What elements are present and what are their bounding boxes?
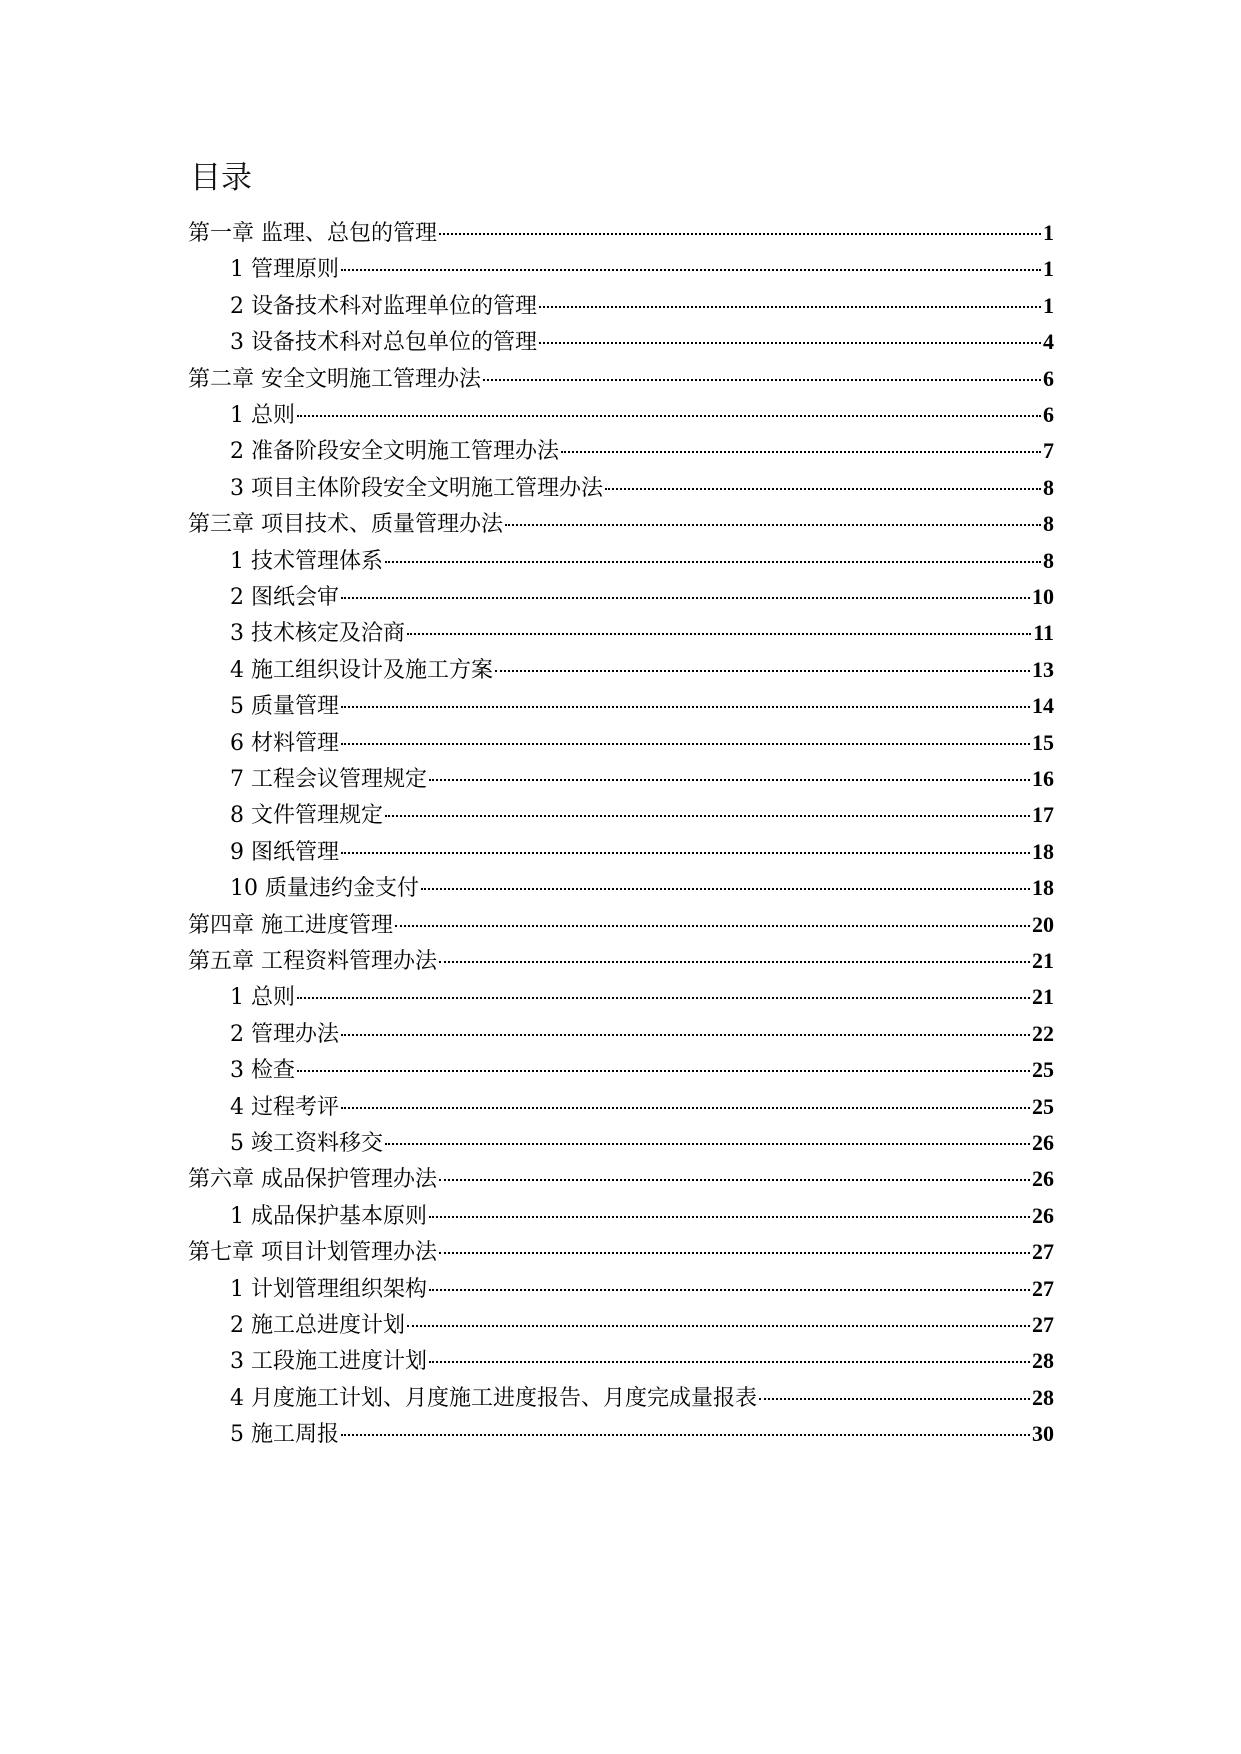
dot-leader (439, 1179, 1030, 1181)
toc-section-entry[interactable] (230, 1271, 1054, 1307)
toc-entry-page-number: 26 (1032, 1130, 1054, 1155)
dot-leader (341, 743, 1030, 745)
dot-leader (429, 779, 1030, 781)
dot-leader (341, 269, 1041, 271)
dot-leader (297, 415, 1041, 417)
dot-leader (483, 379, 1041, 381)
dot-leader (539, 306, 1041, 308)
toc-section-entry[interactable] (230, 1416, 1054, 1452)
toc-entry-label: 第二章 安全文明施工管理办法 (188, 366, 481, 392)
toc-entry-page-number: 28 (1032, 1384, 1054, 1410)
toc-section-entry[interactable] (230, 688, 1054, 724)
toc-section-entry[interactable] (230, 324, 1054, 360)
toc-entry-page-number: 7 (1043, 438, 1054, 464)
toc-chapter-entry[interactable] (188, 1234, 1054, 1270)
toc-entry-label: 第三章 项目技术、质量管理办法 (188, 512, 503, 538)
toc-section-entry[interactable] (230, 1016, 1054, 1052)
dot-leader (395, 925, 1030, 927)
toc-entry-page-number: 11 (1033, 620, 1054, 646)
toc-entry-page-number: 1 (1043, 292, 1054, 318)
toc-entry-page-number: 25 (1032, 1057, 1054, 1083)
toc-section-entry[interactable] (230, 470, 1054, 506)
toc-entry-page-number: 14 (1032, 693, 1054, 719)
toc-entry-label: 4 过程考评 (230, 1094, 339, 1120)
toc-entry-label: 1 计划管理组织架构 (230, 1276, 427, 1302)
toc-chapter-entry[interactable] (188, 215, 1054, 251)
toc-entry-page-number: 26 (1032, 1166, 1054, 1192)
dot-leader (341, 1434, 1030, 1436)
toc-entry-page-number: 6 (1043, 402, 1054, 427)
toc-section-entry[interactable] (230, 1307, 1054, 1343)
toc-entry-page-number: 21 (1032, 984, 1054, 1010)
toc-entry-page-number: 15 (1032, 729, 1054, 755)
dot-leader (341, 1034, 1030, 1036)
toc-entry-label: 8 文件管理规定 (230, 803, 383, 829)
toc-entry-page-number: 27 (1032, 1312, 1054, 1337)
toc-entry-label: 第七章 项目计划管理办法 (188, 1240, 437, 1266)
toc-entry-label: 2 设备技术科对监理单位的管理 (230, 293, 537, 319)
toc-section-entry[interactable] (230, 1125, 1054, 1161)
dot-leader (429, 1361, 1030, 1363)
toc-entry-page-number: 8 (1043, 511, 1054, 537)
dot-leader (385, 815, 1030, 817)
dot-leader (439, 233, 1041, 235)
dot-leader (539, 342, 1041, 344)
dot-leader (505, 524, 1041, 526)
toc-entry-label: 1 总则 (230, 403, 295, 428)
toc-entry-label: 第五章 工程资料管理办法 (188, 949, 437, 974)
toc-entry-label: 6 材料管理 (230, 730, 339, 756)
toc-section-entry[interactable] (230, 761, 1054, 797)
toc-chapter-entry[interactable] (188, 506, 1054, 542)
toc-entry-page-number: 17 (1032, 802, 1054, 828)
toc-entry-page-number: 1 (1043, 256, 1054, 282)
toc-section-entry[interactable] (230, 1198, 1054, 1234)
toc-entry-label: 3 设备技术科对总包单位的管理 (230, 330, 537, 356)
dot-leader (429, 1289, 1030, 1291)
dot-leader (561, 451, 1041, 453)
toc-entry-page-number: 18 (1032, 875, 1054, 901)
toc-entry-page-number: 27 (1032, 1275, 1054, 1301)
toc-entry-label: 7 工程会议管理规定 (230, 767, 427, 792)
toc-section-entry[interactable] (230, 1089, 1054, 1125)
toc-entry-page-number: 8 (1043, 474, 1054, 500)
toc-entry-label: 3 项目主体阶段安全文明施工管理办法 (230, 475, 603, 501)
toc-entry-page-number: 8 (1043, 547, 1054, 573)
toc-chapter-entry[interactable] (188, 361, 1054, 397)
toc-entry-page-number: 27 (1032, 1239, 1054, 1265)
toc-section-entry[interactable] (230, 251, 1054, 287)
dot-leader (385, 1143, 1030, 1145)
dot-leader (341, 1107, 1030, 1109)
toc-entry-page-number: 13 (1032, 656, 1054, 682)
toc-entry-label: 1 技术管理体系 (230, 548, 383, 574)
toc-entry-label: 第一章 监理、总包的管理 (188, 221, 437, 246)
toc-entry-page-number: 26 (1032, 1202, 1054, 1228)
toc-entry-label: 2 施工总进度计划 (230, 1313, 405, 1338)
toc-entry-page-number: 25 (1032, 1093, 1054, 1119)
toc-entry-label: 3 工段施工进度计划 (230, 1349, 427, 1375)
dot-leader (605, 488, 1041, 490)
toc-entry-page-number: 21 (1032, 948, 1054, 973)
toc-entry-label: 2 管理办法 (230, 1021, 339, 1047)
toc-section-entry[interactable] (230, 1052, 1054, 1088)
toc-entry-page-number: 18 (1032, 838, 1054, 864)
dot-leader (407, 1325, 1030, 1327)
toc-title: 目录 (190, 160, 252, 196)
toc-entry-label: 5 质量管理 (230, 694, 339, 720)
toc-section-entry[interactable] (230, 288, 1054, 324)
toc-entry-page-number: 20 (1032, 911, 1054, 937)
toc-section-entry[interactable] (230, 870, 1054, 906)
toc-entry-label: 9 图纸管理 (230, 839, 339, 865)
toc-entry-page-number: 28 (1032, 1348, 1054, 1374)
toc-entry-label: 3 技术核定及洽商 (230, 621, 405, 647)
toc-entry-label: 第四章 施工进度管理 (188, 912, 393, 938)
toc-entry-page-number: 4 (1043, 329, 1054, 355)
toc-section-entry[interactable] (230, 543, 1054, 579)
toc-entry-label: 2 准备阶段安全文明施工管理办法 (230, 439, 559, 465)
dot-leader (407, 633, 1031, 635)
toc-chapter-entry[interactable] (188, 943, 1054, 979)
toc-section-entry[interactable] (230, 1380, 1054, 1416)
dot-leader (421, 888, 1030, 890)
dot-leader (341, 597, 1030, 599)
toc-entry-label: 4 施工组织设计及施工方案 (230, 657, 493, 683)
toc-entry-label: 1 成品保护基本原则 (230, 1203, 427, 1229)
toc-entry-label: 5 施工周报 (230, 1422, 339, 1448)
toc-section-entry[interactable] (230, 579, 1054, 615)
toc-section-entry[interactable] (230, 834, 1054, 870)
dot-leader (495, 670, 1030, 672)
toc-entry-label: 1 总则 (230, 985, 295, 1011)
toc-section-entry[interactable] (230, 1343, 1054, 1379)
toc-chapter-entry[interactable] (188, 1161, 1054, 1197)
toc-section-entry[interactable] (230, 652, 1054, 688)
toc-entry-page-number: 30 (1032, 1421, 1054, 1447)
dot-leader (297, 1070, 1030, 1072)
dot-leader (385, 561, 1041, 563)
dot-leader (439, 1252, 1030, 1254)
dot-leader (341, 852, 1030, 854)
dot-leader (341, 706, 1030, 708)
toc-entry-page-number: 1 (1043, 220, 1054, 245)
toc-entry-page-number: 22 (1032, 1020, 1054, 1046)
dot-leader (759, 1398, 1030, 1400)
toc-entry-label: 5 竣工资料移交 (230, 1131, 383, 1156)
dot-leader (429, 1216, 1030, 1218)
toc-entry-label: 第六章 成品保护管理办法 (188, 1167, 437, 1193)
dot-leader (439, 961, 1030, 963)
toc-entry-label: 4 月度施工计划、月度施工进度报告、月度完成量报表 (230, 1385, 757, 1411)
toc-entry-label: 10 质量违约金支付 (230, 876, 419, 902)
toc-entry-label: 2 图纸会审 (230, 585, 339, 610)
toc-chapter-entry[interactable] (188, 907, 1054, 943)
toc-section-entry[interactable] (230, 725, 1054, 761)
toc-entry-label: 1 管理原则 (230, 257, 339, 283)
toc-section-entry[interactable] (230, 979, 1054, 1015)
toc-section-entry[interactable] (230, 615, 1054, 651)
toc-entry-page-number: 10 (1032, 584, 1054, 609)
dot-leader (297, 997, 1030, 999)
toc-section-entry[interactable] (230, 433, 1054, 469)
toc-entry-page-number: 16 (1032, 766, 1054, 791)
toc-entry-page-number: 6 (1043, 365, 1054, 391)
toc-section-entry[interactable] (230, 797, 1054, 833)
toc-section-entry[interactable] (230, 397, 1054, 433)
toc-entry-label: 3 检查 (230, 1058, 295, 1084)
